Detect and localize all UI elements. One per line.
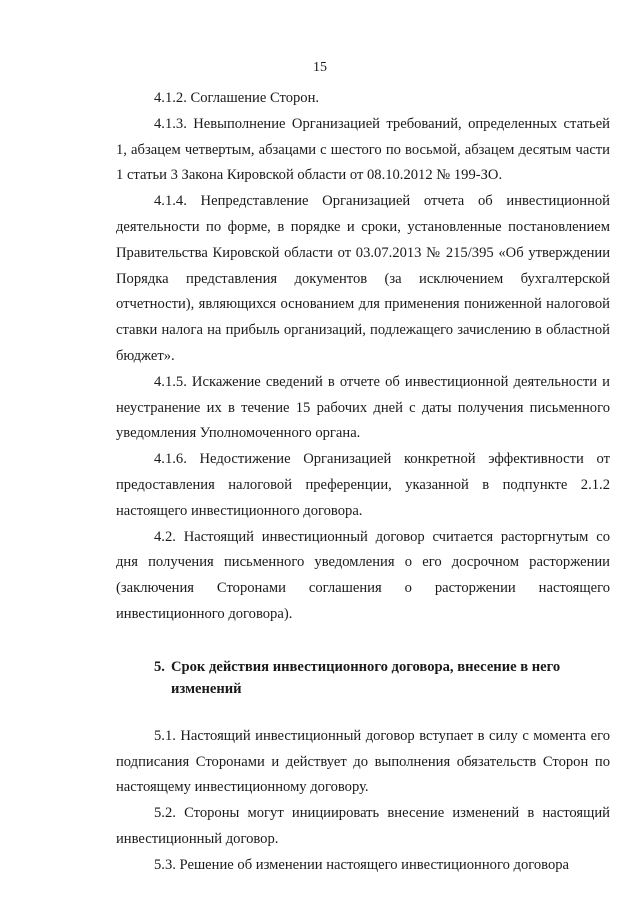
clause-4-2: 4.2. Настоящий инвестиционный договор считается расторгнутым со дня получения письменного уведомления о его досрочном расторжении (заключения Сторонами соглашения о расторжении настоящего инвестиционного договора). (116, 528, 610, 622)
clause-5-3: 5.3. Решение об изменении настоящего инвестиционного договора (154, 856, 570, 873)
clause-5-2: 5.2. Стороны могут инициировать внесение изменений в настоящий инвестиционный договор. (116, 805, 610, 847)
page-number: 15 (313, 60, 327, 75)
clause-4-1-3: 4.1.3. Невыполнение Организацией требований, определенных статьей 1, абзацем четвертым, абзацами с шестого по восьмой, абзацем десятым части 1 статьи 3 Закона Кировской области от 08.10.2012 № 199-ЗО. (116, 115, 610, 184)
section-5-heading (116, 656, 610, 700)
clause-4-1-5: 4.1.5. Искажение сведений в отчете об инвестиционной деятельности и неустранение их в течение 15 рабочих дней с даты получения письменного уведомления Уполномоченного органа. (116, 373, 610, 442)
clause-4-1-2: 4.1.2. Соглашение Сторон. (154, 90, 320, 106)
clause-4-1-6: 4.1.6. Недостижение Организацией конкретной эффективности от предоставления налоговой преференции, указанной в подпункте 2.1.2 настоящего инвестиционного договора. (116, 451, 610, 519)
clause-4-1-4: 4.1.4. Непредставление Организацией отчета об инвестиционной деятельности по форме, в порядке и сроки, установленные постановлением Правительства Кировской области от 03.07.2013 № 215/395 «Об утверждении Порядка представления документов (за исключением бухгалтерской отчетности), являющихся основанием для применения пониженной налоговой ставки налога на прибыль организаций, подлежащего зачислению в областной бюджет». (116, 193, 610, 364)
clause-5-1: 5.1. Настоящий инвестиционный договор вступает в силу с момента его подписания Сторонами и действует до выполнения обязательств Сторон по настоящему инвестиционному договору. (116, 727, 610, 796)
section-5-number: 5. (154, 658, 165, 675)
document-body (116, 86, 610, 879)
section-5-title: Срок действия инвестиционного договора, внесение в него изменений (170, 658, 561, 697)
